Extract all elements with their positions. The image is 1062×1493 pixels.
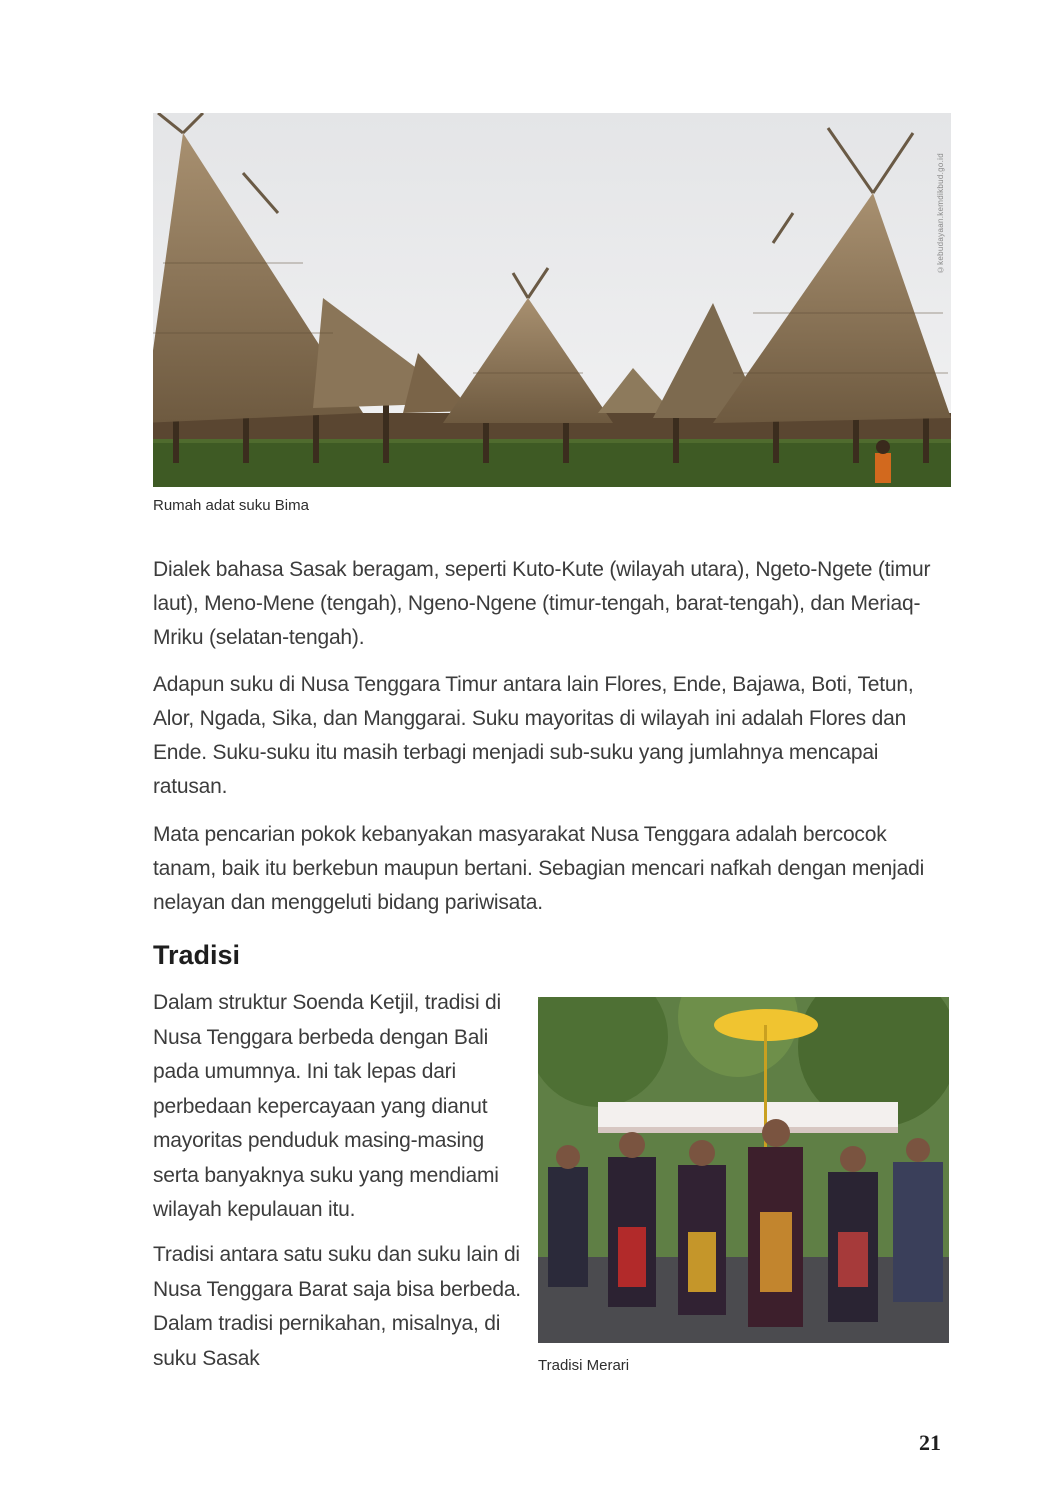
paragraph-tradisi-2: Tradisi antara satu suku dan suku lain di Nusa Tenggara Barat saja bisa berbeda. Dalam tradisi pernikahan, misalnya, di suku Sasak xyxy=(153,1243,521,1370)
page-number: 21 xyxy=(919,1430,941,1455)
photo-credit: ©kebudayaan.kemdikbud.go.id xyxy=(936,153,945,275)
section-heading-tradisi: Tradisi xyxy=(153,940,241,970)
paragraph-tradisi-1: Dalam struktur Soenda Ketjil, tradisi di Nusa Tenggara berbeda dengan Bali pada umumnya. Ini tak lepas dari perbedaan kepercayaan yang dianut mayoritas penduduk masing-masing serta banyaknya suku yang mendiami wilayah kepulauan itu. xyxy=(153,991,501,1221)
procession-illustration xyxy=(538,997,949,1343)
photo-merari-tradition xyxy=(538,997,949,1343)
paragraph-ntt-tribes: Adapun suku di Nusa Tenggara Timur antara lain Flores, Ende, Bajawa, Boti, Tetun, Alor, Ngada, Sika, dan Manggarai. Suku mayoritas di wilayah ini adalah Flores dan Ende. Suku-suku itu masih terbagi menjadi sub-suku yang jumlahnya mencapai ratusan. xyxy=(153,673,914,798)
photo-caption-top: Rumah adat suku Bima xyxy=(153,497,309,514)
paragraph-livelihood: Mata pencarian pokok kebanyakan masyarakat Nusa Tenggara adalah bercocok tanam, baik itu berkebun maupun bertani. Sebagian mencari nafkah dengan menjadi nelayan dan menggeluti bidang pariwisata. xyxy=(153,823,925,914)
photo-caption-bottom: Tradisi Merari xyxy=(538,1357,630,1374)
houses-illustration xyxy=(153,113,951,487)
photo-bima-traditional-houses xyxy=(153,113,951,487)
paragraph-dialects: Dialek bahasa Sasak beragam, seperti Kuto-Kute (wilayah utara), Ngeto-Ngete (timur laut), Meno-Mene (tengah), Ngeno-Ngene (timur-tengah, barat-tengah), dan Meriaq-Mriku (selatan-tengah). xyxy=(153,558,931,649)
